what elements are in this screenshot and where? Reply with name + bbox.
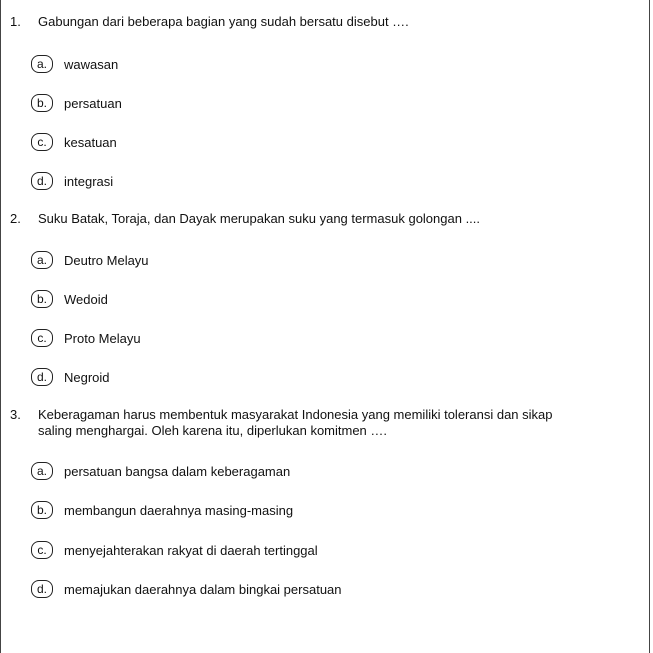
option-text: Deutro Melayu <box>64 252 149 268</box>
option-text: kesatuan <box>64 134 117 150</box>
option-3d[interactable] <box>31 578 342 600</box>
option-3a[interactable] <box>31 460 290 482</box>
option-2a[interactable] <box>31 249 149 271</box>
option-text: persatuan <box>64 95 122 111</box>
option-3b[interactable] <box>31 499 293 521</box>
option-text: wawasan <box>64 56 119 72</box>
option-letter: a. <box>31 55 53 73</box>
question-number: 1. <box>10 14 21 29</box>
option-text: menyejahterakan rakyat di daerah tertinggal <box>64 542 318 558</box>
option-2d[interactable] <box>31 366 110 388</box>
option-text: persatuan bangsa dalam keberagaman <box>64 463 291 479</box>
option-letter: c. <box>31 329 53 347</box>
option-1d[interactable] <box>31 170 113 192</box>
option-text: Proto Melayu <box>64 330 141 346</box>
question-text: Keberagaman harus membentuk masyarakat Indonesia yang memiliki toleransi dan sikap saling menghargai. Oleh karena itu, diperlukan komitmen …. <box>38 407 553 438</box>
option-letter: d. <box>31 368 53 386</box>
option-text: Wedoid <box>64 291 108 307</box>
option-1a[interactable] <box>31 53 118 75</box>
option-text: memajukan daerahnya dalam bingkai persatuan <box>64 581 342 597</box>
option-text: membangun daerahnya masing-masing <box>64 502 294 518</box>
page-border-right <box>649 0 650 653</box>
question-number: 3. <box>10 407 21 422</box>
option-1b[interactable] <box>31 92 122 114</box>
option-3c[interactable] <box>31 539 318 561</box>
option-letter: b. <box>31 94 53 112</box>
option-letter: b. <box>31 290 53 308</box>
option-text: integrasi <box>64 173 114 189</box>
option-letter: c. <box>31 541 53 559</box>
option-letter: c. <box>31 133 53 151</box>
option-2c[interactable] <box>31 327 141 349</box>
question-number: 2. <box>10 211 21 226</box>
option-letter: b. <box>31 501 53 519</box>
option-letter: d. <box>31 172 53 190</box>
question-text: Gabungan dari beberapa bagian yang sudah bersatu disebut …. <box>38 14 409 29</box>
option-2b[interactable] <box>31 288 108 310</box>
page-border-left <box>0 0 1 653</box>
option-text: Negroid <box>64 369 110 385</box>
question-text: Suku Batak, Toraja, dan Dayak merupakan suku yang termasuk golongan .... <box>38 211 481 226</box>
option-letter: d. <box>31 580 53 598</box>
option-1c[interactable] <box>31 131 117 153</box>
option-letter: a. <box>31 251 53 269</box>
option-letter: a. <box>31 462 53 480</box>
